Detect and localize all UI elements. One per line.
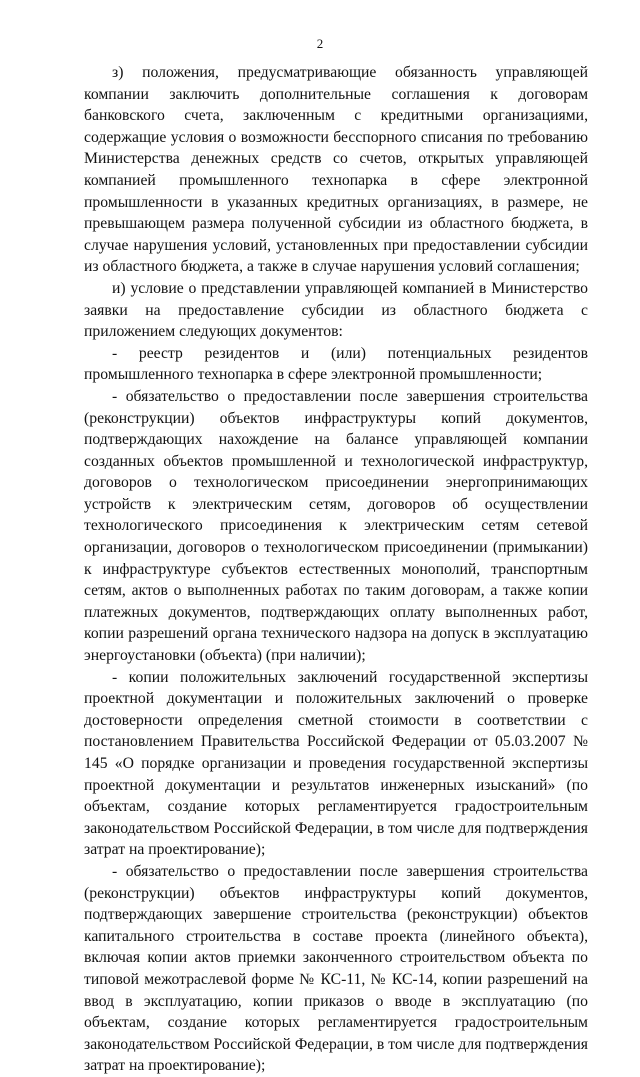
document-body [84, 62, 588, 1077]
paragraph-z: з) положения, предусматривающие обязанность управляющей компании заключить дополнительные соглашения к договорам банковского счета, заключенным с кредитными организациями, содержащие условия о возможности бесспорного списания по требованию Министерства денежных средств со счетов, открытых управляющей компанией промышленного технопарка в сфере электронной промышленности в указанных кредитных организациях, в размере, не превышающем размера полученной субсидии из областного бюджета, в случае нарушения условий, установленных при предоставлении субсидии из областного бюджета, а также в случае нарушения условий соглашения; [84, 64, 588, 276]
paragraph-i: и) условие о представлении управляющей компанией в Министерство заявки на предоставление субсидии из областного бюджета с приложением следующих документов: [84, 279, 588, 341]
page-number: 2 [316, 36, 324, 51]
list-item-resident-registry: - реестр резидентов и (или) потенциальных резидентов промышленного технопарка в сфере электронной промышленности; [84, 344, 588, 384]
list-item-construction-completion-obligation: - обязательство о предоставлении после завершения строительства (реконструкции) объектов инфраструктуры копий документов, подтверждающих завершение строительства (реконструкции) объектов капитального строительства в составе проекта (линейного объекта), включая копии актов приемки законченного строительством объекта по типовой межотраслевой форме № КС-11, № КС-14, копии разрешений на ввод в эксплуатацию, копии приказов о вводе в эксплуатацию (по объектам, создание которых регламентируется градостроительным законодательством Российской Федерации, в том числе для подтверждения затрат на проектирование); [84, 862, 588, 1075]
list-item-expertise-conclusions: - копии положительных заключений государственной экспертизы проектной документации и положительных заключений о проверке достоверности определения сметной стоимости в соответствии с постановлением Правительства Российской Федерации от 05.03.2007 № 145 «О порядке организации и проведения государственной экспертизы проектной документации и результатов инженерных изысканий» (по объектам, создание которых регламентируется градостроительным законодательством Российской Федерации, в том числе для подтверждения затрат на проектирование); [84, 668, 588, 859]
list-item-infrastructure-obligation: - обязательство о предоставлении после завершения строительства (реконструкции) объектов инфраструктуры копий документов, подтверждающих нахождение на балансе управляющей компании созданных объектов промышленной и технологической инфраструктур, договоров о технологическом присоединении энергопринимающих устройств к электрическим сетям, договоров об осуществлении технологического присоединения к электрическим сетям сетевой организации, договоров о технологическом присоединении (примыкании) к инфраструктуре субъектов естественных монополий, транспортным сетям, актов о выполненных работах по таким договорам, а также копии платежных документов, подтверждающих оплату выполненных работ, копии разрешений органа технического надзора на допуск в эксплуатацию энергоустановки (объекта) (при наличии); [84, 387, 588, 665]
